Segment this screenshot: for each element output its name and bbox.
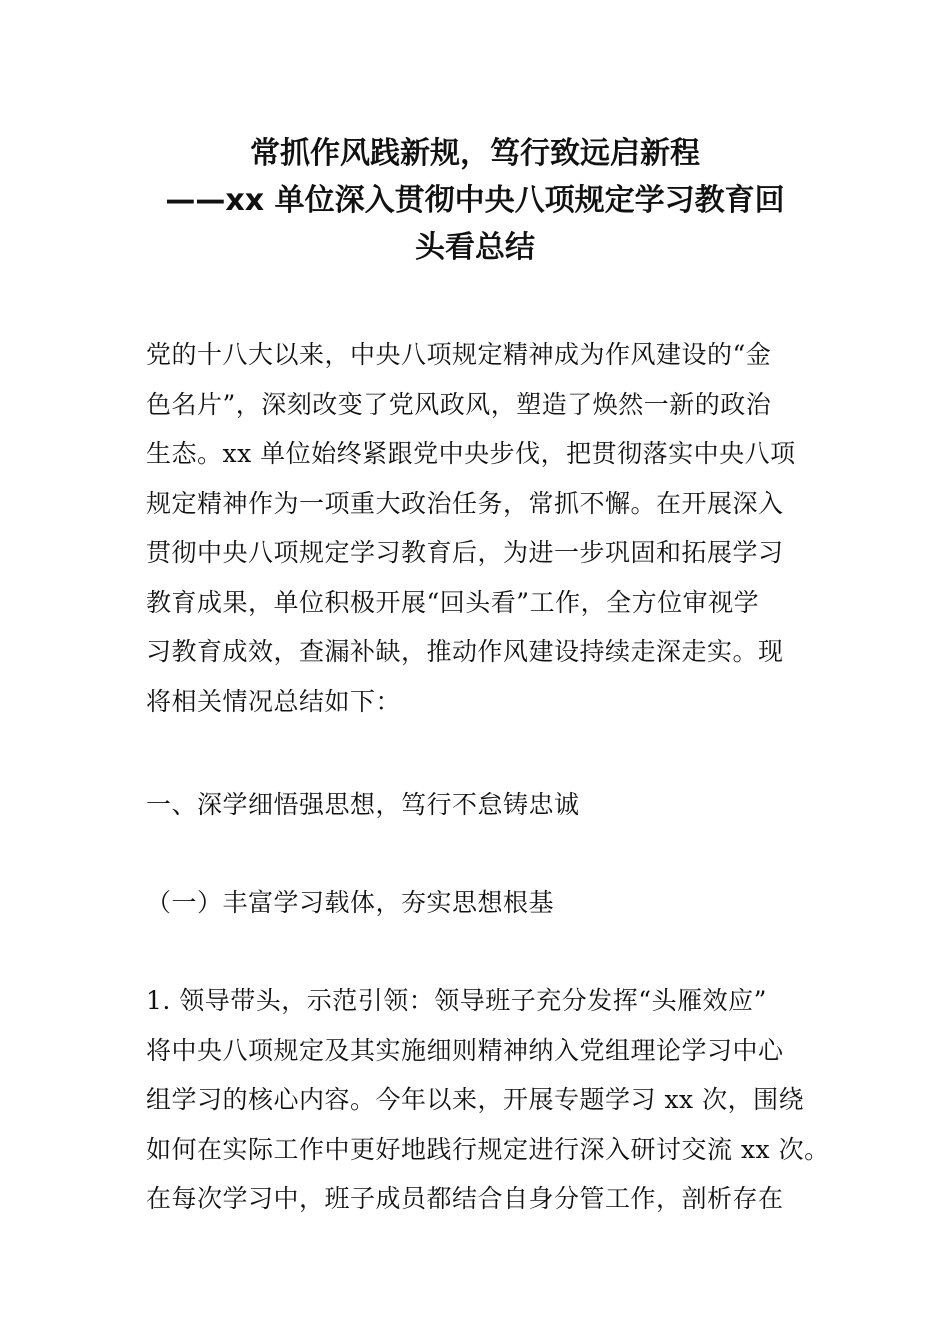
intro-line: 色名片”，深刻改变了党风政风，塑造了焕然一新的政治	[146, 389, 772, 419]
item-1-line: 将中央八项规定及其实施细则精神纳入党组理论学习中心	[146, 1035, 784, 1065]
intro-line: 将相关情况总结如下：	[146, 686, 402, 716]
intro-line: 习教育成效，查漏补缺，推动作风建设持续走深走实。现	[146, 637, 784, 666]
intro-line: 生态。xx 单位始终紧跟党中央步伐，把贯彻落实中央八项	[146, 439, 796, 468]
item-1-line: 如何在实际工作中更好地践行规定进行深入研讨交流 xx 次。	[146, 1134, 830, 1164]
subsection-heading: （一）丰富学习载体，夯实思想根基	[146, 888, 555, 917]
document-title	[100, 130, 850, 271]
intro-line: 规定精神作为一项重大政治任务，常抓不懈。在开展深入	[146, 488, 784, 518]
intro-line: 贯彻中央八项规定学习教育后，为进一步巩固和拓展学习	[146, 538, 784, 567]
title-line-main: 常抓作风践新规，笃行致远启新程	[250, 136, 700, 171]
intro-line: 党的十八大以来，中央八项规定精神成为作风建设的“金	[146, 340, 772, 369]
intro-paragraph	[146, 330, 816, 726]
item-1-line: 在每次学习中，班子成员都结合自身分管工作，剖析存在	[146, 1184, 784, 1213]
title-line-subtitle: ——xx 单位深入贯彻中央八项规定学习教育回	[165, 183, 785, 218]
title-line-subtitle-end: 头看总结	[415, 230, 535, 265]
section-heading: 一、深学细悟强思想，笃行不怠铸忠诚	[146, 790, 580, 819]
item-1-line: 组学习的核心内容。今年以来，开展专题学习 xx 次，围绕	[146, 1085, 805, 1114]
intro-line: 教育成果，单位积极开展“回头看”工作，全方位审视学	[146, 587, 760, 617]
item-1-paragraph	[146, 976, 830, 1224]
item-1-line: 1. 领导带头，示范引领：领导班子充分发挥“头雁效应”	[146, 986, 767, 1015]
